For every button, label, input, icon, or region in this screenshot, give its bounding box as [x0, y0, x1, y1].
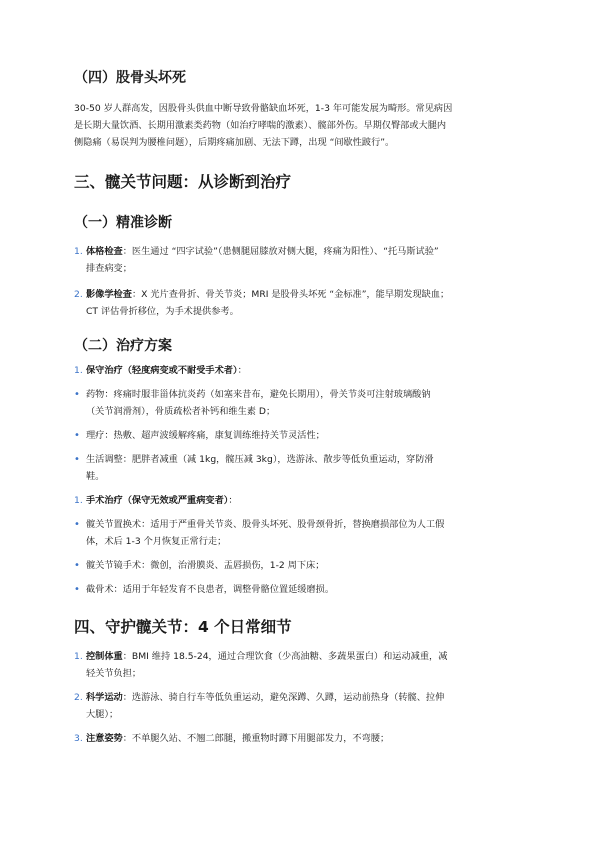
document-content — [74, 68, 528, 747]
list-number: 1. — [74, 495, 83, 506]
list-number: 2. — [74, 692, 83, 703]
bullet-text-cont: （关节润滑剂），骨质疏松者补钙和维生素 D； — [86, 406, 276, 417]
bullet-text-cont: 鞋。 — [86, 471, 105, 482]
item-text: ：不单腿久站、不翘二郎腿，搬重物时蹲下用腿部发力，不弯腰； — [122, 733, 390, 744]
list-item-physical-exam — [74, 243, 528, 277]
item-text-cont: 大腿）； — [86, 709, 119, 720]
bullet-dot: • — [74, 560, 80, 571]
item-text-cont: 轻关节负担； — [86, 668, 142, 679]
bullet-text-cont: 体，术后 1-3 个月恢复正常行走； — [86, 536, 227, 547]
bullet-text: 髋关节镜手术：微创，治滑膜炎、盂唇损伤，1-2 周下床； — [86, 560, 325, 571]
list-item-imaging-exam — [74, 286, 528, 320]
list-number: 2. — [74, 289, 83, 300]
item-label: 手术治疗（保守无效或严重病变者） — [86, 495, 229, 506]
item-text: ：选游泳、骑自行车等低负重运动，避免深蹲、久蹲，运动前热身（转髋、拉伸 — [122, 692, 445, 703]
bullet-dot: • — [74, 584, 80, 595]
heading-femoral-head-necrosis: （四）股骨头坏死 — [74, 70, 186, 86]
list-item-conservative — [74, 362, 528, 379]
list-number: 1. — [74, 246, 83, 257]
item-label: 保守治疗（轻度病变或不耐受手术者） — [86, 365, 238, 376]
list-item-posture — [74, 730, 528, 747]
bullet-item-osteotomy — [74, 581, 528, 598]
bullet-item-replacement — [74, 516, 528, 550]
item-text: ： — [237, 365, 247, 376]
list-number: 3. — [74, 733, 83, 744]
bullet-text: 髋关节置换术：适用于严重骨关节炎、股骨头坏死、股骨颈骨折，替换磨损部位为人工假 — [86, 519, 445, 530]
list-item-weight — [74, 648, 528, 682]
bullet-item-physio — [74, 427, 528, 444]
heading-diagnosis: （一）精准诊断 — [74, 215, 172, 231]
item-text: ：BMI 维持 18.5-24，通过合理饮食（少高油糖、多蔬果蛋白）和运动减重，减 — [122, 651, 448, 662]
item-label: 影像学检查 — [86, 289, 132, 300]
bullet-item-arthroscopy — [74, 557, 528, 574]
bullet-text: 截骨术：适用于年轻发育不良患者，调整骨骼位置延缓磨损。 — [86, 584, 335, 595]
item-text: ：医生通过 “四字试验”（患侧腿屈膝放对侧大腿，疼痛为阳性）、“托马斯试验” — [122, 246, 439, 257]
item-text-cont: CT 评估骨折移位，为手术提供参考。 — [86, 306, 239, 317]
bullet-text: 药物：疼痛时服非甾体抗炎药（如塞来昔布，避免长期用），骨关节炎可注射玻璃酸钠 — [86, 389, 431, 400]
bullet-text: 理疗：热敷、超声波缓解疼痛，康复训练维持关节灵活性； — [86, 430, 325, 441]
bullet-item-drugs — [74, 386, 528, 420]
bullet-dot: • — [74, 430, 80, 441]
heading-section-4: 四、守护髋关节：4 个日常细节 — [74, 618, 292, 636]
item-label: 科学运动 — [86, 692, 123, 703]
list-number: 1. — [74, 651, 83, 662]
item-text-cont: 排查病变； — [86, 263, 132, 274]
item-label: 体格检查 — [86, 246, 123, 257]
para-line: 是长期大量饮酒、长期用激素类药物（如治疗哮喘的激素）、髋部外伤。早期仅臀部或大腿内 — [74, 120, 447, 131]
bullet-item-lifestyle — [74, 451, 528, 485]
bullet-dot: • — [74, 454, 80, 465]
bullet-text: 生活调整：肥胖者减重（减 1kg，髋压减 3kg），选游泳、散步等低负重运动，穿防滑 — [86, 454, 434, 465]
list-number: 1. — [74, 365, 83, 376]
para-line: 侧隐痛（易误判为腰椎问题），后期疼痛加剧、无法下蹲，出现 “间歇性跛行”。 — [74, 137, 395, 148]
paragraph-femoral-head-necrosis — [74, 100, 528, 151]
list-item-exercise — [74, 689, 528, 723]
list-item-surgical — [74, 492, 528, 509]
para-line: 30-50 岁人群高发，因股骨头供血中断导致骨骼缺血坏死，1-3 年可能发展为畸形。常见病因 — [74, 103, 453, 114]
heading-treatment: （二）治疗方案 — [74, 338, 172, 354]
heading-section-3: 三、髋关节问题：从诊断到治疗 — [74, 173, 292, 191]
bullet-dot: • — [74, 519, 80, 530]
bullet-dot: • — [74, 389, 80, 400]
item-text: ： — [228, 495, 238, 506]
item-label: 控制体重 — [86, 651, 123, 662]
item-label: 注意姿势 — [86, 733, 123, 744]
item-text: ：X 光片查骨折、骨关节炎；MRI 是股骨头坏死 “金标准”，能早期发现缺血； — [131, 289, 450, 300]
